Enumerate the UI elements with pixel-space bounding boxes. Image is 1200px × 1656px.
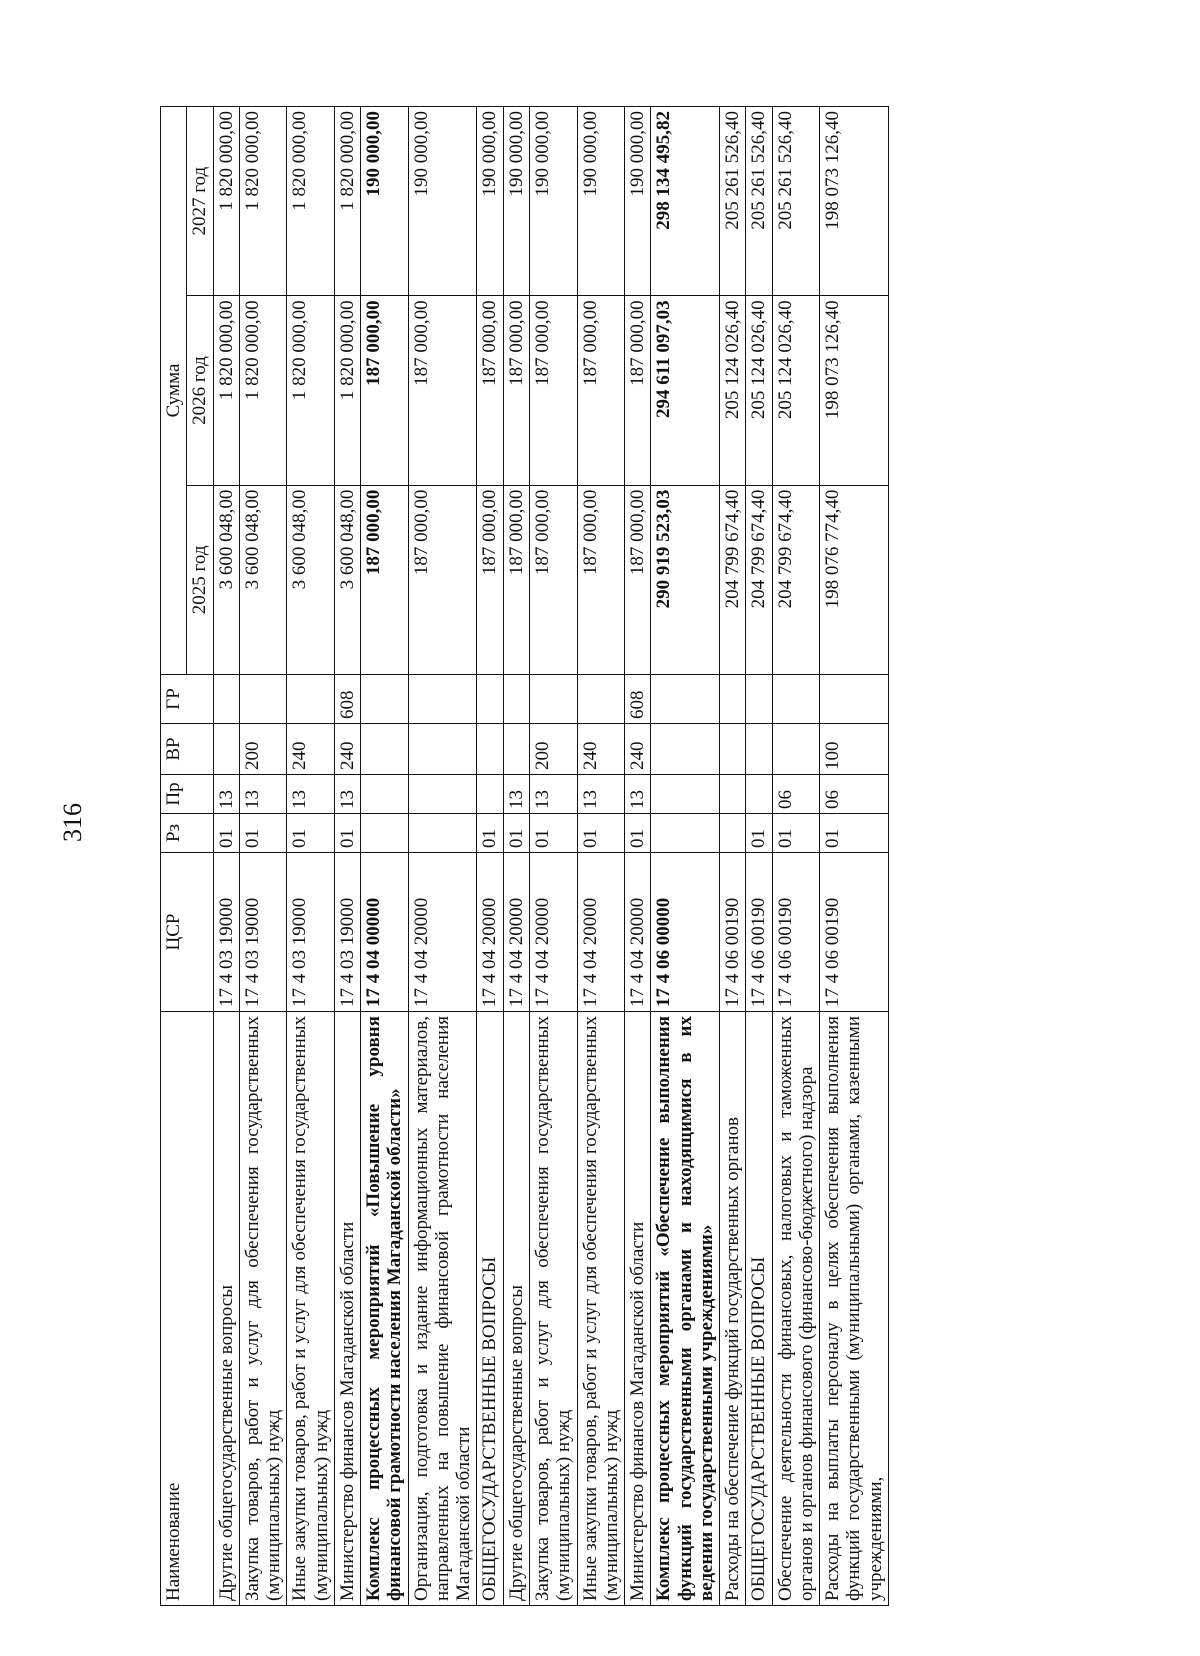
rotated-page-content	[160, 106, 1080, 1606]
row-amount-2025: 187 000,00	[477, 485, 503, 674]
row-amount-2026: 187 000,00	[361, 296, 409, 485]
row-amount-2027: 190 000,00	[503, 107, 529, 296]
row-gr	[651, 675, 720, 724]
row-amount-2026: 187 000,00	[477, 296, 503, 485]
row-name: Комплекс процессных мероприятий «Обеспечение выполнения функций государственными органами и находящимися в их ведении государственными учреждениями»	[651, 1012, 720, 1606]
row-rz: 01	[577, 814, 625, 853]
table-body	[213, 107, 888, 1606]
row-rz: 01	[820, 814, 889, 853]
row-name: Комплекс процессных мероприятий «Повышение уровня финансовой грамотности населения Магаданской области»	[361, 1012, 409, 1606]
table-row	[529, 107, 577, 1606]
row-rz: 01	[287, 814, 335, 853]
col-header-2027: 2027 год	[187, 107, 213, 296]
row-vr	[503, 724, 529, 775]
row-vr: 240	[287, 724, 335, 775]
row-amount-2025: 204 799 674,40	[746, 485, 772, 674]
table-row	[287, 107, 335, 1606]
row-amount-2027: 205 261 526,40	[772, 107, 820, 296]
row-amount-2026: 1 820 000,00	[239, 296, 287, 485]
row-name: Иные закупки товаров, работ и услуг для обеспечения государственных (муниципальных) нужд	[287, 1012, 335, 1606]
row-vr: 240	[625, 724, 651, 775]
row-gr	[577, 675, 625, 724]
row-csr: 17 4 06 00190	[746, 853, 772, 1012]
col-header-gr: ГР	[161, 675, 214, 724]
row-name: Закупка товаров, работ и услуг для обеспечения государственных (муниципальных) нужд	[239, 1012, 287, 1606]
row-amount-2026: 187 000,00	[408, 296, 477, 485]
row-csr: 17 4 03 19000	[239, 853, 287, 1012]
row-amount-2027: 190 000,00	[477, 107, 503, 296]
row-vr	[408, 724, 477, 775]
row-amount-2025: 187 000,00	[361, 485, 409, 674]
row-pr: 13	[577, 775, 625, 814]
row-pr: 13	[625, 775, 651, 814]
row-csr: 17 4 06 00190	[772, 853, 820, 1012]
row-amount-2026: 1 820 000,00	[334, 296, 360, 485]
row-amount-2027: 1 820 000,00	[287, 107, 335, 296]
row-csr: 17 4 03 19000	[334, 853, 360, 1012]
table-row	[651, 107, 720, 1606]
row-amount-2025: 290 919 523,03	[651, 485, 720, 674]
row-csr: 17 4 04 20000	[577, 853, 625, 1012]
row-rz	[361, 814, 409, 853]
row-rz: 01	[746, 814, 772, 853]
row-gr	[239, 675, 287, 724]
row-rz: 01	[625, 814, 651, 853]
row-amount-2025: 187 000,00	[408, 485, 477, 674]
table-row	[477, 107, 503, 1606]
row-name: ОБЩЕГОСУДАРСТВЕННЫЕ ВОПРОСЫ	[746, 1012, 772, 1606]
budget-table	[160, 106, 889, 1606]
row-amount-2027: 1 820 000,00	[213, 107, 239, 296]
row-amount-2027: 198 073 126,40	[820, 107, 889, 296]
row-rz: 01	[334, 814, 360, 853]
row-name: Министерство финансов Магаданской области	[334, 1012, 360, 1606]
row-amount-2027: 190 000,00	[625, 107, 651, 296]
row-name: Другие общегосударственные вопросы	[213, 1012, 239, 1606]
table-row	[503, 107, 529, 1606]
row-amount-2026: 198 073 126,40	[820, 296, 889, 485]
row-vr	[772, 724, 820, 775]
table-row	[361, 107, 409, 1606]
row-gr	[772, 675, 820, 724]
row-gr	[408, 675, 477, 724]
row-gr: 608	[334, 675, 360, 724]
row-csr: 17 4 04 20000	[529, 853, 577, 1012]
row-csr: 17 4 06 00190	[820, 853, 889, 1012]
row-name: Расходы на выплаты персоналу в целях обеспечения выполнения функций государственными (муниципальными) органами, казенными учреждениями,	[820, 1012, 889, 1606]
row-vr: 240	[577, 724, 625, 775]
row-vr: 100	[820, 724, 889, 775]
row-vr	[651, 724, 720, 775]
row-amount-2027: 190 000,00	[529, 107, 577, 296]
row-csr: 17 4 03 19000	[287, 853, 335, 1012]
row-name: Обеспечение деятельности финансовых, налоговых и таможенных органов и органов финансового (финансово-бюджетного) надзора	[772, 1012, 820, 1606]
row-amount-2025: 204 799 674,40	[772, 485, 820, 674]
row-name: Другие общегосударственные вопросы	[503, 1012, 529, 1606]
row-pr: 06	[772, 775, 820, 814]
row-amount-2026: 294 611 097,03	[651, 296, 720, 485]
row-amount-2027: 1 820 000,00	[334, 107, 360, 296]
row-pr: 13	[503, 775, 529, 814]
row-csr: 17 4 06 00190	[720, 853, 746, 1012]
row-amount-2025: 198 076 774,40	[820, 485, 889, 674]
table-row	[625, 107, 651, 1606]
row-name: Иные закупки товаров, работ и услуг для обеспечения государственных (муниципальных) нужд	[577, 1012, 625, 1606]
table-row	[577, 107, 625, 1606]
row-amount-2025: 187 000,00	[577, 485, 625, 674]
row-vr: 200	[239, 724, 287, 775]
row-amount-2026: 187 000,00	[577, 296, 625, 485]
row-csr: 17 4 04 20000	[625, 853, 651, 1012]
row-amount-2025: 3 600 048,00	[287, 485, 335, 674]
row-pr	[477, 775, 503, 814]
row-vr	[720, 724, 746, 775]
row-pr: 13	[334, 775, 360, 814]
row-gr	[529, 675, 577, 724]
row-vr: 240	[334, 724, 360, 775]
row-amount-2027: 205 261 526,40	[746, 107, 772, 296]
row-csr: 17 4 04 20000	[408, 853, 477, 1012]
row-csr: 17 4 03 19000	[213, 853, 239, 1012]
table-row	[720, 107, 746, 1606]
row-gr	[503, 675, 529, 724]
col-header-2025: 2025 год	[187, 485, 213, 674]
row-gr	[361, 675, 409, 724]
row-vr: 200	[529, 724, 577, 775]
col-header-sum: Сумма	[161, 107, 187, 675]
table-row	[334, 107, 360, 1606]
table-row	[772, 107, 820, 1606]
row-csr: 17 4 04 20000	[477, 853, 503, 1012]
row-amount-2025: 3 600 048,00	[334, 485, 360, 674]
row-amount-2025: 187 000,00	[625, 485, 651, 674]
row-rz: 01	[239, 814, 287, 853]
col-header-csr: ЦСР	[161, 853, 214, 1012]
row-gr	[287, 675, 335, 724]
table-row	[408, 107, 477, 1606]
row-name: Организация, подготовка и издание информационных материалов, направленных на повышение финансовой грамотности населения Магаданской области	[408, 1012, 477, 1606]
row-amount-2027: 1 820 000,00	[239, 107, 287, 296]
col-header-vr: ВР	[161, 724, 214, 775]
row-pr: 13	[287, 775, 335, 814]
col-header-rz: Рз	[161, 814, 214, 853]
col-header-2026: 2026 год	[187, 296, 213, 485]
row-amount-2025: 187 000,00	[503, 485, 529, 674]
row-rz: 01	[529, 814, 577, 853]
row-amount-2026: 205 124 026,40	[746, 296, 772, 485]
row-amount-2026: 1 820 000,00	[213, 296, 239, 485]
row-pr: 06	[820, 775, 889, 814]
row-rz	[651, 814, 720, 853]
row-amount-2026: 187 000,00	[503, 296, 529, 485]
row-amount-2027: 205 261 526,40	[720, 107, 746, 296]
row-amount-2026: 187 000,00	[529, 296, 577, 485]
table-row	[239, 107, 287, 1606]
table-row	[820, 107, 889, 1606]
row-vr	[477, 724, 503, 775]
row-pr	[408, 775, 477, 814]
row-csr: 17 4 04 00000	[361, 853, 409, 1012]
row-rz: 01	[213, 814, 239, 853]
row-amount-2025: 3 600 048,00	[239, 485, 287, 674]
row-gr	[477, 675, 503, 724]
row-rz	[720, 814, 746, 853]
row-name: ОБЩЕГОСУДАРСТВЕННЫЕ ВОПРОСЫ	[477, 1012, 503, 1606]
row-amount-2027: 190 000,00	[577, 107, 625, 296]
row-csr: 17 4 04 20000	[503, 853, 529, 1012]
row-rz: 01	[772, 814, 820, 853]
table-row	[213, 107, 239, 1606]
row-amount-2026: 187 000,00	[625, 296, 651, 485]
row-amount-2026: 1 820 000,00	[287, 296, 335, 485]
row-name: Расходы на обеспечение функций государственных органов	[720, 1012, 746, 1606]
row-pr: 13	[529, 775, 577, 814]
row-amount-2027: 190 000,00	[408, 107, 477, 296]
row-gr	[820, 675, 889, 724]
row-gr	[213, 675, 239, 724]
row-rz: 01	[503, 814, 529, 853]
row-rz: 01	[477, 814, 503, 853]
row-pr	[361, 775, 409, 814]
row-amount-2027: 190 000,00	[361, 107, 409, 296]
col-header-pr: Пр	[161, 775, 214, 814]
row-name: Закупка товаров, работ и услуг для обеспечения государственных (муниципальных) нужд	[529, 1012, 577, 1606]
row-amount-2025: 3 600 048,00	[213, 485, 239, 674]
row-vr	[361, 724, 409, 775]
row-pr	[651, 775, 720, 814]
row-rz	[408, 814, 477, 853]
row-csr: 17 4 06 00000	[651, 853, 720, 1012]
row-gr	[746, 675, 772, 724]
row-name: Министерство финансов Магаданской области	[625, 1012, 651, 1606]
header-row-1	[161, 107, 187, 1606]
row-amount-2025: 204 799 674,40	[720, 485, 746, 674]
row-amount-2026: 205 124 026,40	[720, 296, 746, 485]
row-pr: 13	[239, 775, 287, 814]
row-vr	[213, 724, 239, 775]
row-amount-2025: 187 000,00	[529, 485, 577, 674]
row-amount-2027: 298 134 495,82	[651, 107, 720, 296]
row-pr	[720, 775, 746, 814]
table-row	[746, 107, 772, 1606]
row-amount-2026: 205 124 026,40	[772, 296, 820, 485]
row-pr: 13	[213, 775, 239, 814]
row-gr	[720, 675, 746, 724]
row-vr	[746, 724, 772, 775]
page-number: 316	[58, 803, 87, 842]
col-header-name: Наименование	[161, 1012, 214, 1606]
row-gr: 608	[625, 675, 651, 724]
row-pr	[746, 775, 772, 814]
